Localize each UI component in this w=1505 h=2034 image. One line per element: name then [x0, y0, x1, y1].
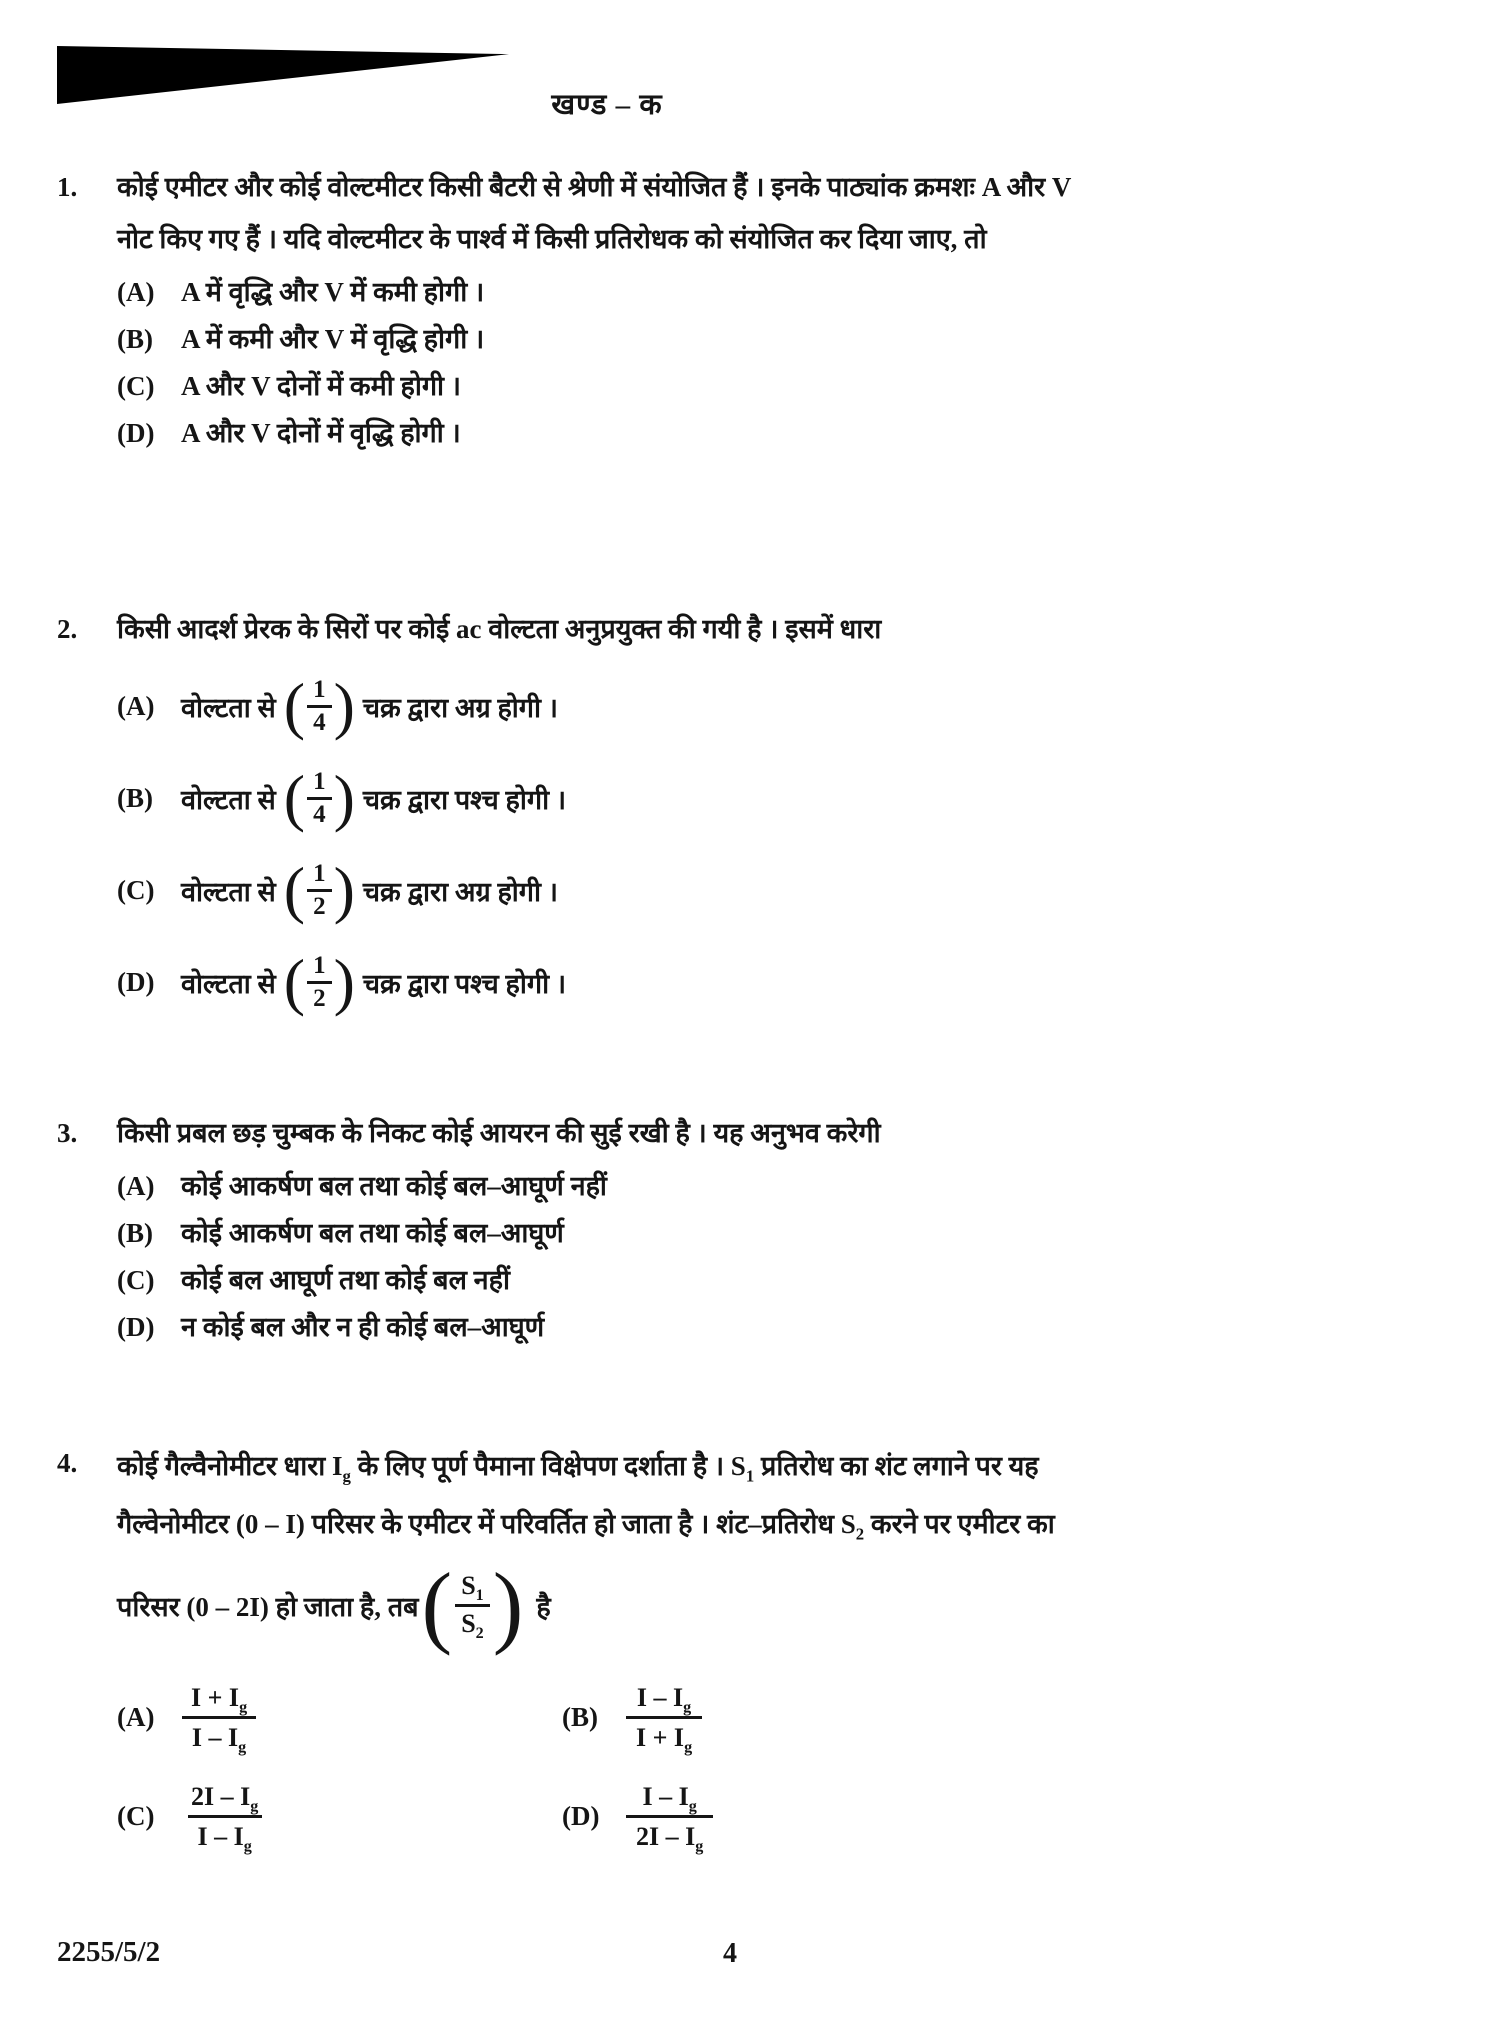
question-stem-line [117, 1554, 1157, 1656]
right-paren: ) [333, 946, 355, 1017]
question-2 [57, 603, 1157, 1023]
option-text-suffix: चक्र द्वारा अग्र होगी । [362, 876, 558, 907]
fraction-denominator: $I + I_g$ [626, 1716, 702, 1756]
option-label: (C) [117, 874, 155, 905]
options-list [117, 665, 1157, 1023]
question-stem-line: नोट किए गए हैं । यदि वोल्टमीटर के पार्श्व में किसी प्रतिरोधक को संयोजित कर दिया जाए, तो [117, 224, 987, 254]
option-row [117, 849, 1157, 931]
option-text: A में वृद्धि और V में कमी होगी । [181, 277, 485, 307]
fraction-denominator: 4 [307, 705, 332, 738]
option-text: कोई आकर्षण बल तथा कोई बल–आघूर्ण [181, 1218, 564, 1248]
fraction-denominator: $S_2$ [455, 1604, 490, 1642]
subscript: 2 [855, 1524, 865, 1544]
fraction-numerator: $S_1$ [461, 1571, 484, 1605]
fraction-numerator: $2I - I_g$ [191, 1782, 259, 1816]
left-paren: ( [283, 670, 306, 741]
option-label: (C) [117, 371, 155, 401]
fraction [307, 951, 332, 1014]
fraction-numerator: $I + I_g$ [191, 1683, 248, 1717]
subscript: 1 [475, 1587, 484, 1605]
fraction [307, 859, 332, 922]
option-text-suffix: चक्र द्वारा अग्र होगी । [362, 692, 558, 723]
fraction-denominator: 2 [307, 981, 332, 1014]
option-label: (D) [117, 966, 155, 997]
fraction-denominator: I – $I_g$ [182, 1716, 256, 1756]
subscript: g [695, 1838, 704, 1856]
fraction [307, 767, 332, 830]
question-stem-line: किसी आदर्श प्रेरक के सिरों पर कोई ac वोल्टता अनुप्रयुक्त की गयी है । इसमें धारा [117, 614, 882, 644]
option-row [117, 665, 1157, 747]
option-label: (C) [117, 1801, 155, 1832]
option-row [117, 1778, 562, 1855]
right-paren: ) [492, 1554, 524, 1656]
option-row [117, 1163, 1157, 1210]
stem-text: है [536, 1591, 551, 1622]
fraction [307, 675, 332, 738]
options-list [117, 269, 1157, 457]
option-row [117, 363, 1157, 410]
option-label: (B) [117, 1218, 153, 1248]
subscript: g [688, 1798, 697, 1816]
fraction-numerator: 1 [313, 951, 326, 979]
subscript: g [683, 1699, 692, 1717]
option-row [117, 1210, 1157, 1257]
question-4 [57, 1437, 1157, 1855]
option-text: न कोई बल और न ही कोई बल–आघूर्ण [181, 1312, 545, 1342]
subscript: g [684, 1739, 693, 1757]
option-text: कोई आकर्षण बल तथा कोई बल–आघूर्ण नहीं [181, 1171, 607, 1201]
option-label: (B) [117, 782, 153, 813]
question-stem-line: कोई गैल्वैनोमीटर धारा $I_g$ के लिए पूर्ण पैमाना विक्षेपण दर्शाता है । $S_1$ प्रतिरोध का शंट लगाने पर यह [117, 1451, 1039, 1486]
fraction-numerator: I – $I_g$ [642, 1782, 697, 1816]
option-row [562, 1778, 1007, 1855]
option-text-suffix: चक्र द्वारा पश्च होगी । [362, 784, 567, 815]
footer-paper-code: 2255/5/2 [57, 1936, 161, 1968]
option-row [562, 1679, 1007, 1756]
question-body [117, 1437, 1157, 1855]
stem-text: परिसर (0 – 2I) हो जाता है, तब [117, 1591, 419, 1622]
left-paren: ( [283, 946, 306, 1017]
question-stem-line: कोई एमीटर और कोई वोल्टमीटर किसी बैटरी से श्रेणी में संयोजित हैं । इनके पाठ्यांक क्रमशः A और V [117, 172, 1072, 202]
option-row [117, 757, 1157, 839]
options-grid [117, 1679, 1157, 1855]
left-paren: ( [283, 854, 306, 925]
option-text: A में कमी और V में वृद्धि होगी । [181, 324, 485, 354]
option-row [117, 941, 1157, 1023]
option-label: (A) [117, 1171, 155, 1201]
fraction-numerator: 1 [313, 675, 326, 703]
question-body [117, 1107, 1157, 1351]
question-number: 2. [57, 614, 78, 644]
footer-page-number: 4 [723, 1938, 737, 1969]
fraction-denominator: 4 [307, 797, 332, 830]
fraction [626, 1679, 702, 1756]
option-label: (B) [117, 324, 153, 354]
option-row [117, 269, 1157, 316]
question-number: 3. [57, 1118, 78, 1148]
option-text-prefix: वोल्टता से [181, 784, 276, 815]
fraction [181, 1778, 268, 1855]
subscript: g [239, 1699, 248, 1717]
question-stem-line: किसी प्रबल छड़ चुम्बक के निकट कोई आयरन की सुई रखी है । यह अनुभव करेगी [117, 1118, 881, 1148]
option-row [117, 1679, 562, 1756]
option-row [117, 316, 1157, 363]
option-text-prefix: वोल्टता से [181, 968, 276, 999]
right-paren: ) [333, 762, 355, 833]
option-label: (A) [117, 690, 155, 721]
option-label: (D) [562, 1801, 600, 1832]
fraction-denominator: $2I - I_g$ [626, 1815, 713, 1855]
fraction-numerator: I – $I_g$ [636, 1683, 692, 1717]
fraction-numerator: 1 [313, 767, 326, 795]
option-text-prefix: वोल्टता से [181, 692, 276, 723]
option-label: (A) [117, 277, 155, 307]
subscript: g [250, 1798, 259, 1816]
options-list [117, 1163, 1157, 1351]
option-text-suffix: चक्र द्वारा पश्च होगी । [362, 968, 567, 999]
left-paren: ( [283, 762, 306, 833]
option-label: (B) [562, 1702, 598, 1733]
option-text: A और V दोनों में वृद्धि होगी । [181, 418, 461, 448]
fraction [181, 1679, 257, 1756]
subscript: g [243, 1838, 252, 1856]
question-stem-line: गैल्वेनोमीटर (0 – I) परिसर के एमीटर में परिवर्तित हो जाता है । शंट–प्रतिरोध $S_2$ करने पर एमीटर का [117, 1509, 1055, 1544]
option-text-prefix: वोल्टता से [181, 876, 276, 907]
question-1 [57, 161, 1157, 457]
option-row [117, 1257, 1157, 1304]
option-text: कोई बल आघूर्ण तथा कोई बल नहीं [181, 1265, 510, 1295]
fraction-numerator: 1 [313, 859, 326, 887]
fraction [626, 1778, 713, 1855]
option-label: (D) [117, 418, 155, 448]
option-label: (A) [117, 1702, 155, 1733]
question-body [117, 603, 1157, 1023]
question-number: 1. [57, 172, 78, 202]
right-paren: ) [333, 670, 355, 741]
right-paren: ) [333, 854, 355, 925]
option-label: (D) [117, 1312, 155, 1342]
question-3 [57, 1107, 1157, 1351]
fraction-denominator: 2 [307, 889, 332, 922]
option-label: (C) [117, 1265, 155, 1295]
subscript: g [238, 1739, 247, 1757]
subscript: g [342, 1466, 351, 1486]
option-text: A और V दोनों में कमी होगी । [181, 371, 462, 401]
question-body [117, 161, 1157, 457]
question-number: 4. [57, 1448, 78, 1478]
subscript: 2 [475, 1624, 484, 1642]
left-paren: ( [421, 1554, 453, 1656]
fraction-denominator: I – $I_g$ [188, 1815, 262, 1855]
option-row [117, 410, 1157, 457]
option-row [117, 1304, 1157, 1351]
fraction [455, 1569, 490, 1641]
subscript: 1 [745, 1466, 755, 1486]
page-content [57, 0, 1157, 1855]
section-title: खण्ड – क [551, 89, 663, 121]
